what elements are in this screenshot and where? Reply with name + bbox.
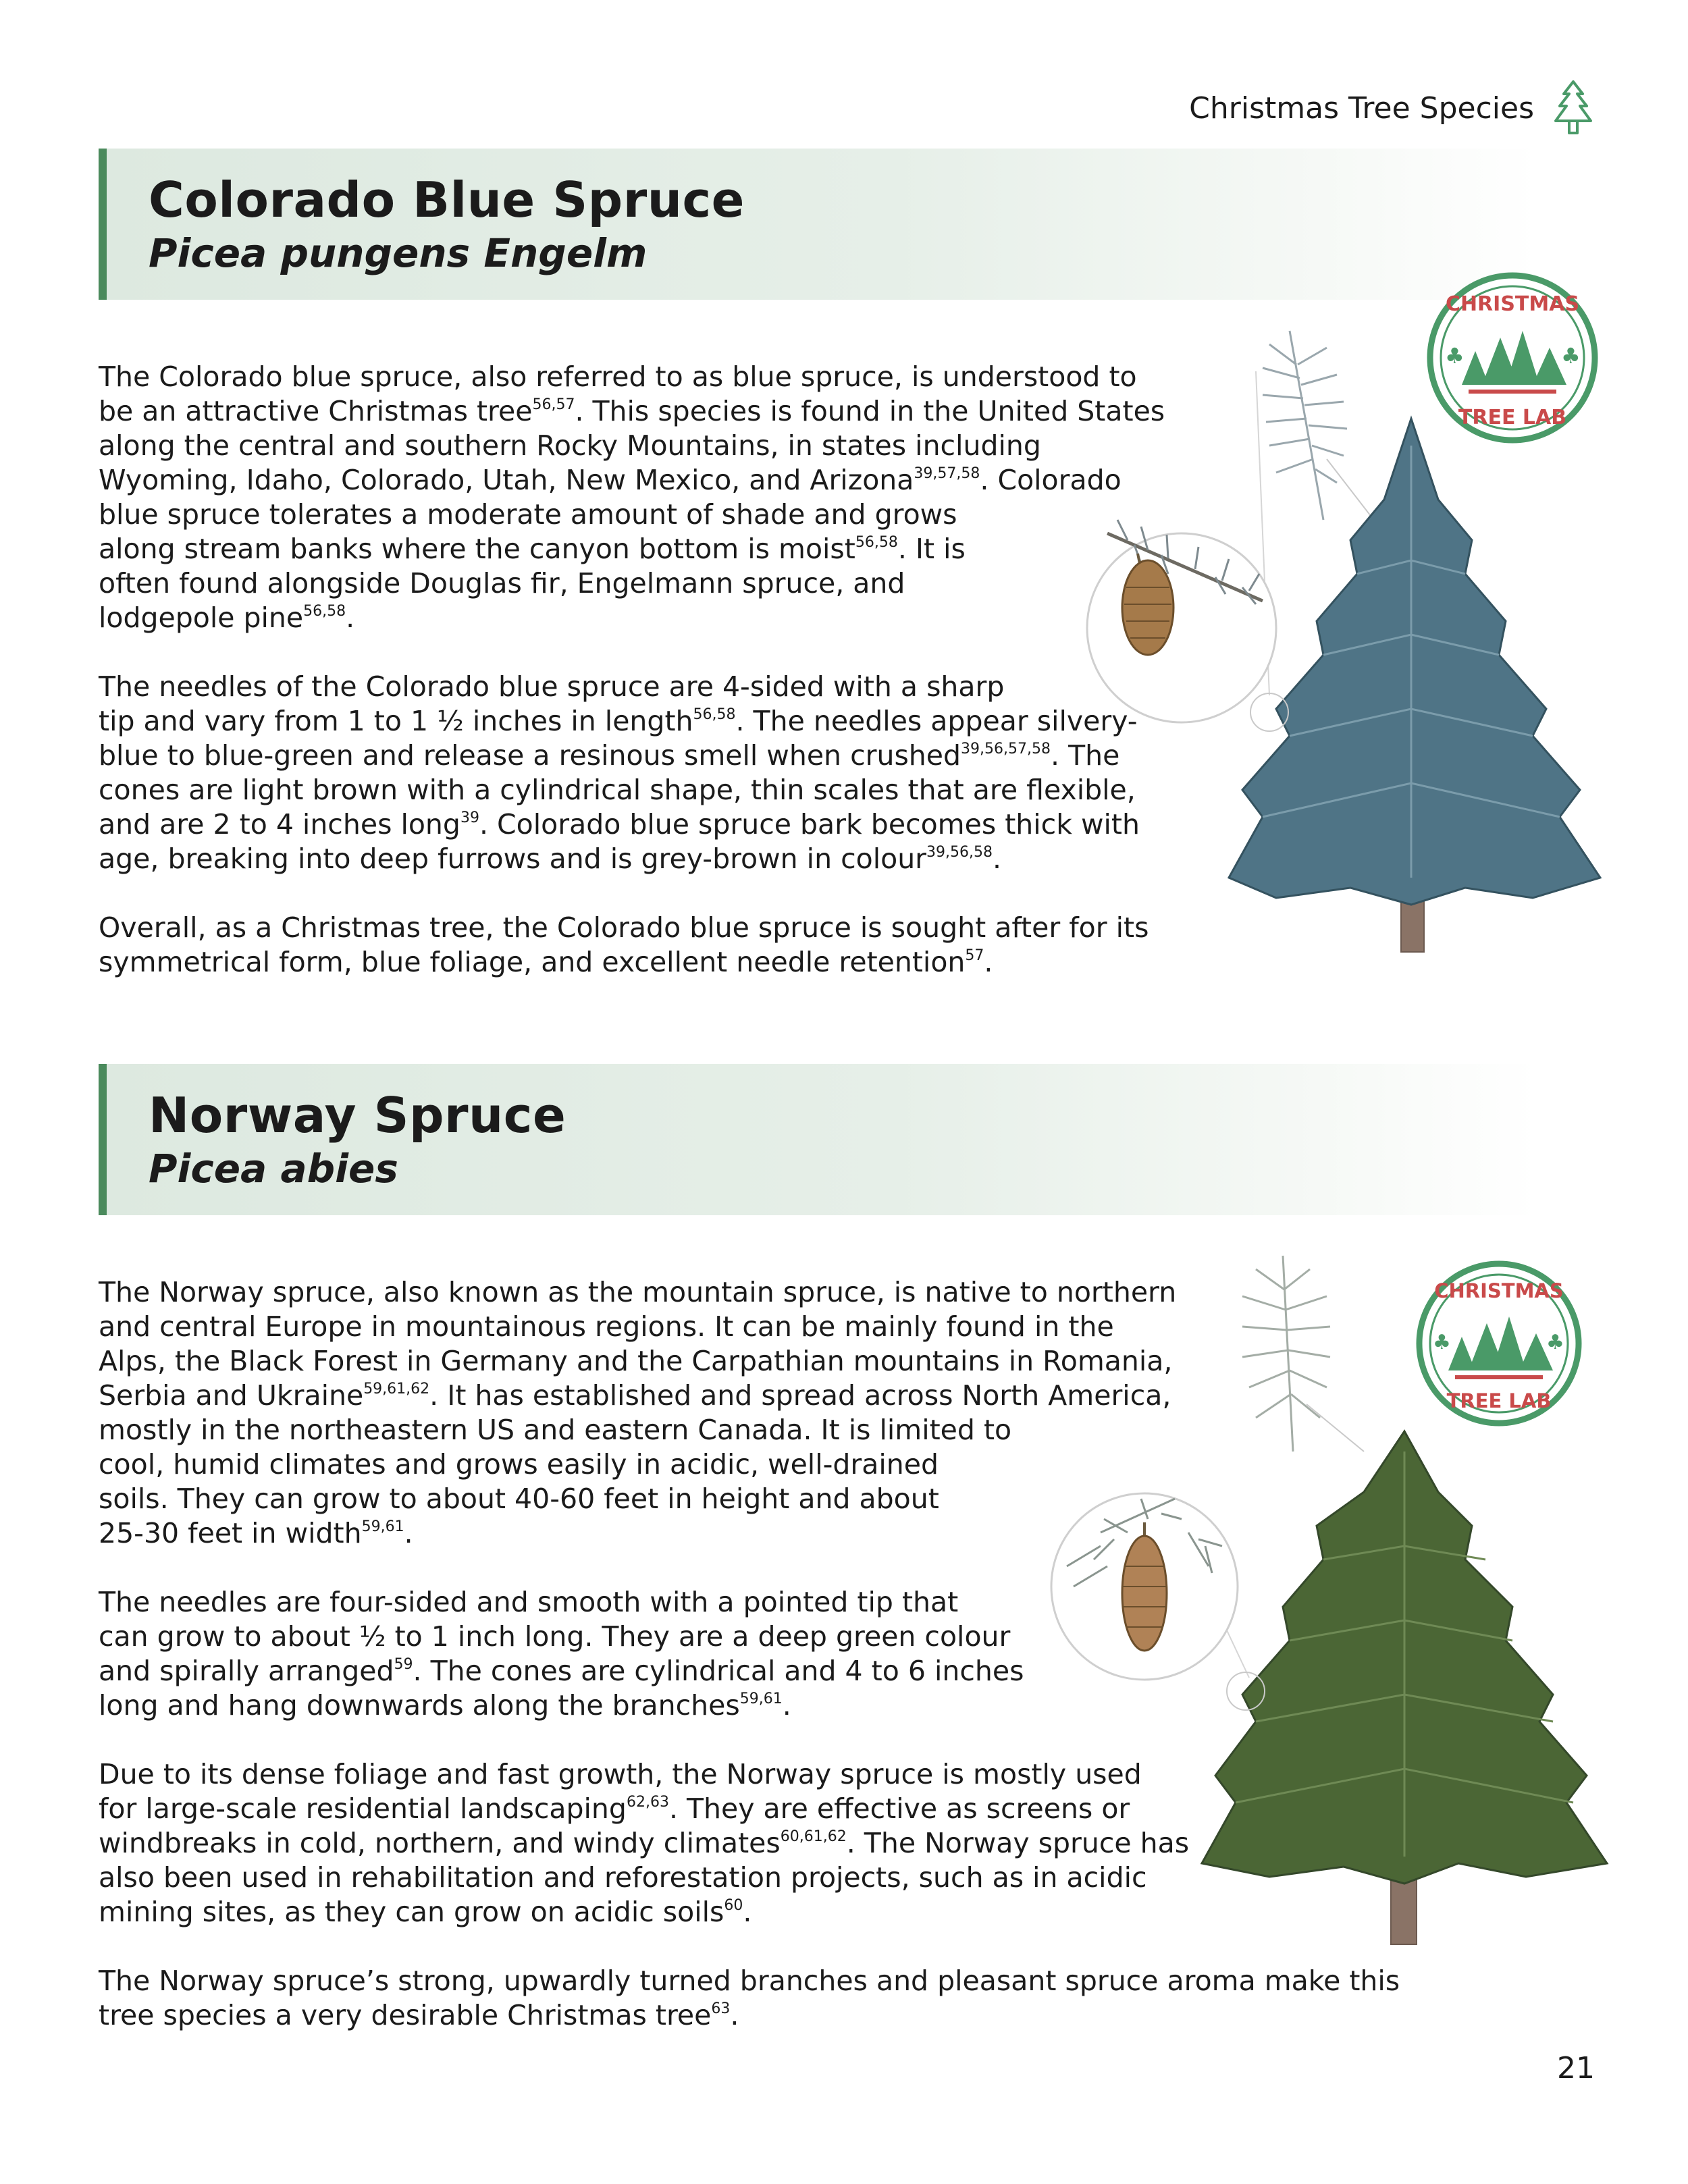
- citation-superscript: 59,61: [739, 1690, 783, 1708]
- section-body-blue-spruce: [99, 360, 1165, 980]
- running-header: [1189, 74, 1593, 142]
- citation-superscript: 57: [965, 947, 984, 965]
- text-line: [99, 532, 1165, 566]
- spruce-sprig-icon: [1263, 331, 1347, 520]
- body-paragraph: [99, 1964, 1400, 2033]
- text-line: [99, 773, 1165, 807]
- line-text: symmetrical form, blue foliage, and excellent needle retention: [99, 946, 966, 978]
- text-line: [99, 601, 1165, 635]
- citation-superscript: 59,61,62: [363, 1381, 430, 1398]
- line-text: often found alongside Douglas fir, Engelmann spruce, and: [99, 567, 905, 600]
- line-text: age, breaking into deep furrows and is grey-brown in colour: [99, 843, 927, 875]
- line-text: The needles are four-sided and smooth with a pointed tip that: [99, 1586, 959, 1618]
- text-line: [99, 807, 1165, 842]
- text-line: [99, 463, 1165, 498]
- badge-top-text: CHRISTMAS: [1445, 292, 1580, 316]
- section-latin-name: Picea abies: [149, 1146, 398, 1192]
- svg-text:♣: ♣: [1433, 1331, 1451, 1354]
- line-text: Serbia and Ukraine: [99, 1379, 364, 1412]
- svg-text:♣: ♣: [1546, 1331, 1564, 1354]
- line-text-after-citation: . It is: [897, 533, 966, 565]
- blue-spruce-illustration: [1060, 292, 1668, 979]
- line-text-after-citation: . The needles appear silvery-: [735, 705, 1138, 737]
- line-text-after-citation: . It has established and spread across North America,: [429, 1379, 1171, 1412]
- line-text: cool, humid climates and grows easily in acidic, well-drained: [99, 1448, 939, 1481]
- citation-superscript: 56,58: [693, 706, 736, 724]
- line-text-after-citation: . The cones are cylindrical and 4 to 6 inches: [413, 1655, 1024, 1687]
- text-line: [99, 842, 1165, 876]
- line-text-after-citation: .: [730, 1999, 739, 2031]
- line-text: 25-30 feet in width: [99, 1517, 362, 1549]
- line-text: Alps, the Black Forest in Germany and the Carpathian mountains in Romania,: [99, 1345, 1173, 1377]
- line-text: mining sites, as they can grow on acidic soils: [99, 1896, 724, 1928]
- section-title: Colorado Blue Spruce: [149, 171, 745, 228]
- norway-spruce-illustration: [1040, 1249, 1647, 1965]
- line-text-after-citation: . This species is found in the United States: [575, 395, 1165, 427]
- citation-superscript: 63: [711, 2000, 731, 2018]
- citation-superscript: 59,61: [361, 1518, 404, 1536]
- line-text-after-citation: .: [743, 1896, 752, 1928]
- citation-superscript: 60,61,62: [780, 1828, 847, 1846]
- text-line: [99, 1998, 1400, 2033]
- paragraph-gap: [99, 635, 1165, 670]
- line-text: The needles of the Colorado blue spruce are 4-sided with a sharp: [99, 670, 1005, 703]
- line-text-after-citation: .: [346, 602, 355, 634]
- line-text: along stream banks where the canyon bottom is moist: [99, 533, 855, 565]
- text-line: [99, 394, 1165, 429]
- text-line: [99, 429, 1165, 463]
- line-text: along the central and southern Rocky Mountains, in states including: [99, 429, 1041, 462]
- line-text-after-citation: .: [404, 1517, 413, 1549]
- line-text: The Norway spruce’s strong, upwardly turned branches and pleasant spruce aroma make this: [99, 1965, 1400, 1997]
- line-text-after-citation: . The Norway spruce has: [846, 1827, 1190, 1859]
- line-text: windbreaks in cold, northern, and windy climates: [99, 1827, 781, 1859]
- cone-callout: [1087, 520, 1276, 722]
- text-line: [99, 704, 1165, 739]
- section-banner-norway-spruce: [99, 1064, 1537, 1215]
- line-text: soils. They can grow to about 40-60 feet in height and about: [99, 1483, 939, 1515]
- line-text: mostly in the northeastern US and eastern Canada. It is limited to: [99, 1414, 1012, 1446]
- svg-text:♣: ♣: [1445, 343, 1465, 369]
- line-text: long and hang downwards along the branches: [99, 1689, 740, 1722]
- line-text: tip and vary from 1 to 1 ½ inches in length: [99, 705, 693, 737]
- line-text: The Norway spruce, also known as the mountain spruce, is native to northern: [99, 1276, 1177, 1308]
- citation-superscript: 39,57,58: [914, 465, 980, 483]
- line-text: Due to its dense foliage and fast growth, the Norway spruce is mostly used: [99, 1758, 1142, 1790]
- line-text: blue to blue-green and release a resinous smell when crushed: [99, 739, 961, 772]
- line-text: and are 2 to 4 inches long: [99, 808, 460, 841]
- line-text-after-citation: .: [984, 946, 993, 978]
- text-line: [99, 945, 1165, 980]
- running-header-title: Christmas Tree Species: [1189, 90, 1534, 126]
- badge-bottom-text: TREE LAB: [1446, 1389, 1552, 1412]
- citation-superscript: 39: [460, 809, 479, 827]
- badge-top-text: CHRISTMAS: [1434, 1279, 1564, 1302]
- citation-superscript: 56,58: [855, 534, 898, 552]
- citation-superscript: 60: [724, 1897, 743, 1915]
- citation-superscript: 39,56,58: [926, 844, 993, 861]
- section-title: Norway Spruce: [149, 1087, 566, 1144]
- line-text: can grow to about ½ to 1 inch long. They are a deep green colour: [99, 1620, 1011, 1653]
- badge-bottom-text: TREE LAB: [1458, 406, 1567, 429]
- line-text: tree species a very desirable Christmas tree: [99, 1999, 712, 2031]
- line-text: and central Europe in mountainous regions. It can be mainly found in the: [99, 1310, 1114, 1343]
- section-banner-blue-spruce: [99, 149, 1537, 300]
- svg-text:♣: ♣: [1561, 343, 1581, 369]
- line-text: The Colorado blue spruce, also referred to as blue spruce, is understood to: [99, 361, 1137, 393]
- line-text-after-citation: .: [993, 843, 1002, 875]
- paragraph-gap: [99, 876, 1165, 911]
- text-line: [99, 739, 1165, 773]
- line-text-after-citation: . Colorado: [980, 464, 1122, 496]
- citation-superscript: 56,57: [532, 396, 575, 414]
- line-text: and spirally arranged: [99, 1655, 394, 1687]
- body-paragraph: [99, 911, 1165, 980]
- line-text: lodgepole pine: [99, 602, 304, 634]
- text-line: [99, 1964, 1400, 1998]
- pine-tree-icon: [1553, 79, 1593, 137]
- christmas-tree-lab-badge: [1419, 1264, 1579, 1423]
- line-text-after-citation: . Colorado blue spruce bark becomes thick with: [479, 808, 1140, 841]
- line-text: also been used in rehabilitation and reforestation projects, such as in acidic: [99, 1861, 1147, 1894]
- citation-superscript: 39,56,57,58: [961, 741, 1051, 758]
- line-text: Overall, as a Christmas tree, the Colorado blue spruce is sought after for its: [99, 911, 1149, 944]
- citation-superscript: 56,58: [303, 603, 346, 620]
- page-number: 21: [1557, 2051, 1595, 2085]
- text-line: [99, 911, 1165, 945]
- line-text-after-citation: .: [782, 1689, 791, 1722]
- spruce-sprig-icon: [1242, 1256, 1330, 1451]
- section-latin-name: Picea pungens Engelm: [149, 230, 648, 276]
- text-line: [99, 360, 1165, 394]
- line-text: be an attractive Christmas tree: [99, 395, 533, 427]
- citation-superscript: 59: [394, 1656, 413, 1674]
- line-text: for large-scale residential landscaping: [99, 1792, 627, 1825]
- line-text-after-citation: . The: [1051, 739, 1120, 772]
- line-text: cones are light brown with a cylindrical shape, thin scales that are flexible,: [99, 774, 1136, 806]
- line-text: Wyoming, Idaho, Colorado, Utah, New Mexico, and Arizona: [99, 464, 914, 496]
- citation-superscript: 62,63: [626, 1794, 669, 1811]
- body-paragraph: [99, 670, 1165, 876]
- text-line: [99, 566, 1165, 601]
- cone-callout: [1051, 1493, 1238, 1680]
- text-line: [99, 498, 1165, 532]
- line-text: blue spruce tolerates a moderate amount of shade and grows: [99, 498, 957, 531]
- line-text-after-citation: . They are effective as screens or: [668, 1792, 1130, 1825]
- blue-spruce-tree: [1229, 419, 1600, 952]
- text-line: [99, 670, 1165, 704]
- christmas-tree-lab-badge: [1430, 275, 1595, 440]
- norway-spruce-tree: [1202, 1431, 1607, 1944]
- body-paragraph: [99, 360, 1165, 635]
